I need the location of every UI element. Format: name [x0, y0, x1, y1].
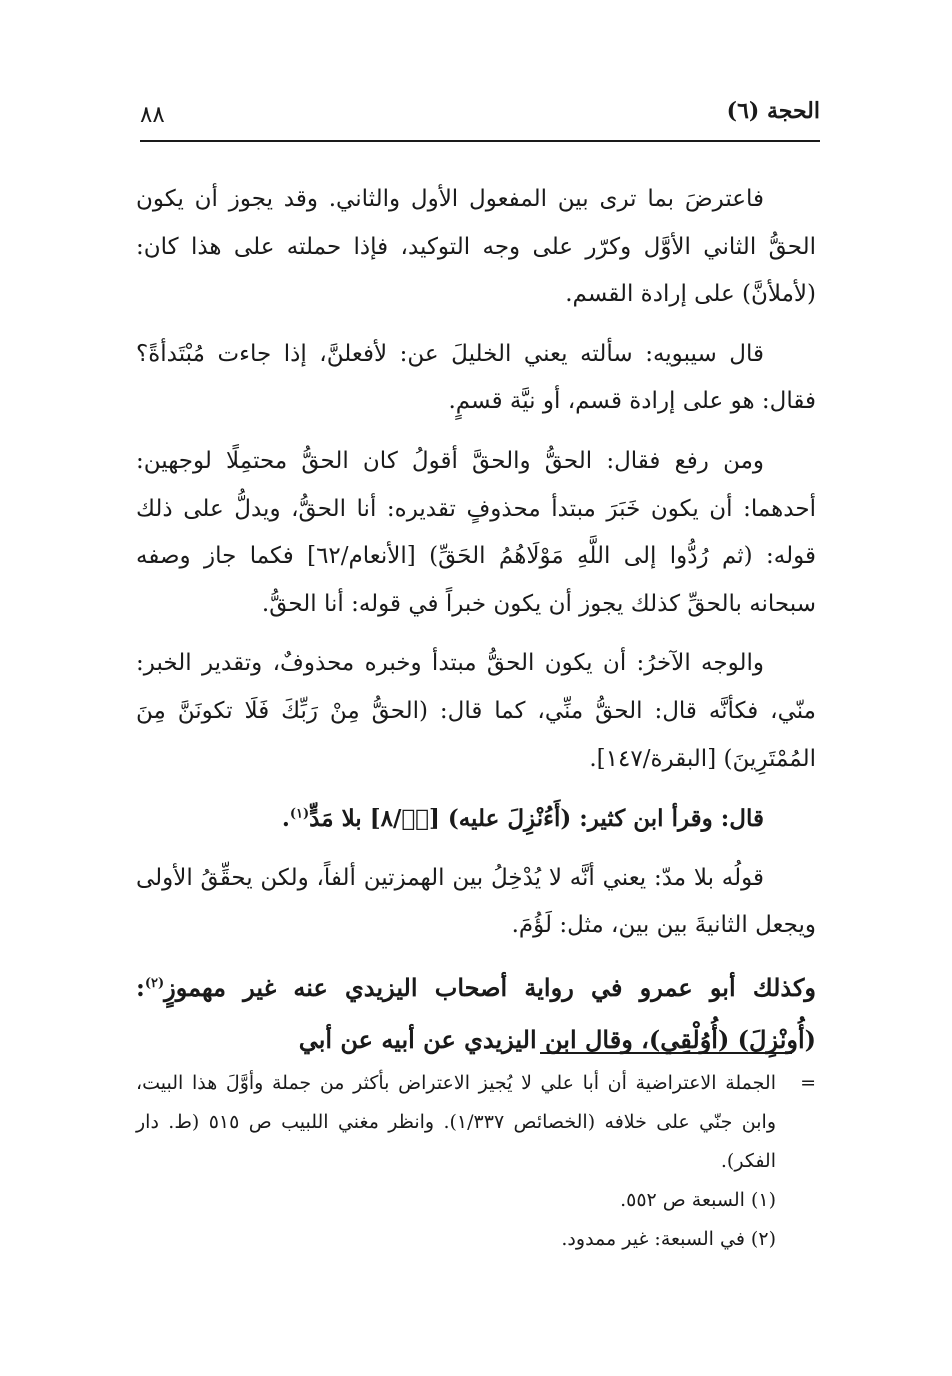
paragraph-2: قال سيبويه: سألته يعني الخليلَ عن: لأفعلنَّ، إذا جاءت مُبْتَدأةً؟ فقال: هو على إرادة قسم، أو نيَّة قسمٍ. — [136, 340, 816, 415]
quote-text: وقرأ ابن كثير: (أَءُنْزِلَ عليه) [صۤ/٨] بلا مَدٍّ — [309, 805, 713, 833]
main-text — [136, 176, 816, 1066]
reading-text-before: وكذلك أبو عمرو في رواية أصحاب اليزيدي عنه غير مهموزٍ — [164, 972, 816, 1002]
paragraph-1: فاعترضَ بما ترى بين المفعول الأول والثاني. وقد يجوز أن يكون الحقُّ الثاني الأوَّل وكرّر على وجه التوكيد، فإذا حملته على هذا كان: (لأملأنَّ) على إرادة القسم. — [136, 186, 816, 308]
paragraph-6: قولُه بلا مدّ: يعني أنَّه لا يُدْخِلُ بين الهمزتين ألفاً، ولكن يحقِّقُ الأولى ويجعل الثانيةَ بين بين، مثل: لَؤُمَ. — [136, 864, 816, 939]
quote-label: قال: — [720, 805, 764, 833]
footnote-continuation-text: الجملة الاعتراضية أن أبا علي لا يُجيز الاعتراض بأكثر من جملة وأوَّلَ هذا البيت، وابن جنّي على خلافه (الخصائص ١/٣٣٧). وانظر مغني اللبيب ص ٥١٥ (ط. دار الفكر). — [136, 1072, 777, 1172]
quote-end: . — [281, 805, 290, 833]
footnote-ref-1: (١) — [289, 806, 310, 822]
footnote-1: (١) السبعة ص ٥٥٢. — [620, 1189, 776, 1211]
header-rule — [140, 140, 820, 142]
footnotes — [136, 1064, 816, 1259]
footnote-2: (٢) في السبعة: غير ممدود. — [561, 1228, 776, 1250]
page-header — [140, 96, 820, 132]
running-title: الحجة (٦) — [726, 98, 820, 124]
footnote-ref-2: (٢) — [144, 975, 165, 991]
paragraph-7-quoted-reading — [136, 962, 816, 1066]
footnote-rule — [540, 1052, 792, 1054]
paragraph-5-quoted-reading — [136, 795, 816, 843]
paragraph-3: ومن رفع فقال: الحقُّ والحقَّ أقولُ كان الحقُّ محتمِلًا لوجهين: أحدهما: أن يكون خَبَرَ مبتدأ محذوفٍ تقديره: أنا الحقُّ، ويدلُّ على ذلك قوله: (ثم رُدُّوا إلى اللَّهِ مَوْلَاهُمُ الحَقِّ) [الأنعام/٦٢] فكما جاز وصفه سبحانه بالحقِّ كذلك يجوز أن يكون خبراً في قوله: أنا الحقُّ. — [136, 447, 816, 617]
continuation-marker: = — [800, 1072, 816, 1094]
reading-text-after: : (أُونْزِلَ) (أُوُلْقِي)، وقال ابن اليزيدي عن أبيه عن أبي — [136, 972, 816, 1054]
page-number: ٨٨ — [140, 102, 165, 128]
paragraph-4: والوجه الآخرُ: أن يكون الحقُّ مبتدأ وخبره محذوفٌ، وتقدير الخبر: منّي، فكأنَّه قال: الحقُّ منِّي، كما قال: (الحقُّ مِنْ رَبِّكَ فَلَا تكونَنَّ مِنَ المُمْتَرِينَ) [البقرة/١٤٧]. — [136, 650, 816, 772]
footnote-continuation — [136, 1064, 816, 1181]
